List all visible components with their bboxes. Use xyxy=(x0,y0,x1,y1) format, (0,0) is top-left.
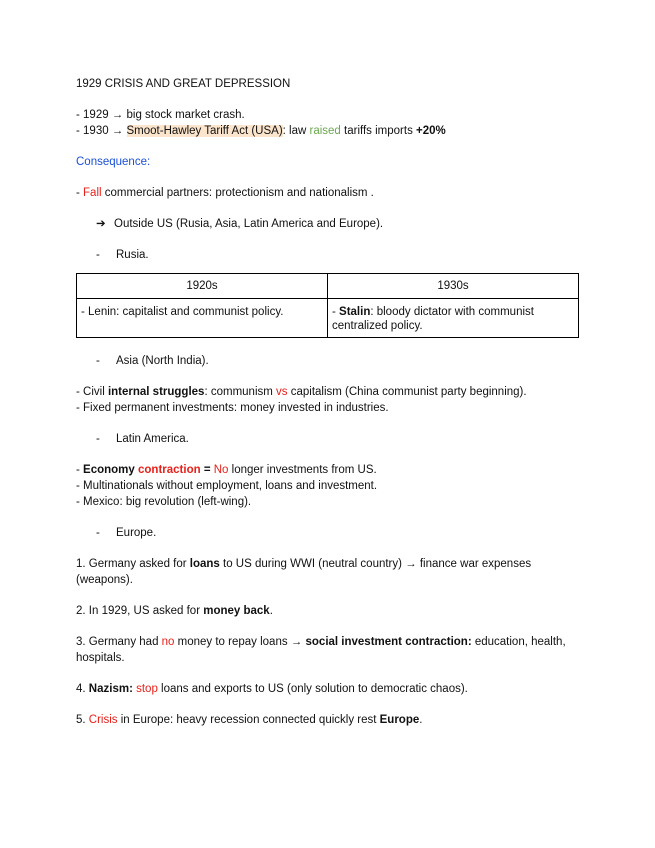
intro-line-1: - 1929 → big stock market crash. xyxy=(76,109,245,121)
stalin-bold: Stalin xyxy=(339,306,371,318)
document-body xyxy=(76,76,581,728)
economy-equals: = xyxy=(200,464,214,476)
outside-line xyxy=(76,216,581,232)
table-header-1930s: 1930s xyxy=(328,274,579,299)
europe-line xyxy=(76,525,581,541)
asia-dash: - xyxy=(96,355,100,367)
p5-post: . xyxy=(419,714,423,726)
economy-line xyxy=(76,462,581,478)
consequence-colon: : xyxy=(146,156,151,168)
intro-l2-mid: : law xyxy=(282,125,310,137)
rusia-dash: - xyxy=(96,249,100,261)
contraction-word: contraction xyxy=(138,464,201,476)
p2-bold: money back xyxy=(203,605,270,617)
latin-text: Latin America. xyxy=(116,433,189,445)
table-header-row xyxy=(77,274,579,299)
point-2 xyxy=(76,603,581,619)
page-title: 1929 CRISIS AND GREAT DEPRESSION xyxy=(76,78,291,90)
p1-bold: loans xyxy=(189,558,220,570)
civil-bold: internal struggles xyxy=(107,386,205,398)
point-3 xyxy=(76,634,581,666)
fall-dash: - xyxy=(76,187,84,199)
consequence-heading xyxy=(76,154,581,170)
asia-line xyxy=(76,353,581,369)
economy-bold: Economy xyxy=(83,464,138,476)
p5-pre: 5. xyxy=(76,714,89,726)
p1-post: to US during WWI (neutral country) → finance war expenses (weapons). xyxy=(76,558,532,586)
no-word: No xyxy=(213,464,229,476)
table-header-1920s: 1920s xyxy=(77,274,328,299)
civil-line xyxy=(76,384,581,400)
p2-pre: 2. In 1929, US asked for xyxy=(76,605,204,617)
asia-text: Asia (North India). xyxy=(116,355,209,367)
consequence-label: Consequence xyxy=(76,156,147,168)
europe-dash: - xyxy=(96,527,100,539)
p5-mid: in Europe: heavy recession connected quickly rest xyxy=(117,714,380,726)
multinationals-line: - Multinationals without employment, loans and investment. xyxy=(76,480,378,492)
p4-pre: 4. xyxy=(76,683,89,695)
rusia-table xyxy=(76,273,579,338)
latin-line xyxy=(76,431,581,447)
table-cell-lenin: - Lenin: capitalist and communist policy. xyxy=(77,299,328,338)
civil-post: capitalism (China communist party beginning). xyxy=(287,386,527,398)
civil-pre: - Civil xyxy=(76,386,108,398)
point-4 xyxy=(76,681,581,697)
outside-text: Outside US (Rusia, Asia, Latin America and Europe). xyxy=(114,218,384,230)
economy-pre: - xyxy=(76,464,84,476)
mexico-line: - Mexico: big revolution (left-wing). xyxy=(76,496,252,508)
tariff-act-highlight: Smoot-Hawley Tariff Act (USA) xyxy=(126,125,283,137)
p3-pre: 3. Germany had xyxy=(76,636,162,648)
p3-mid: money to repay loans → xyxy=(174,636,306,648)
civil-mid: : communism xyxy=(204,386,277,398)
stalin-post: : bloody dictator with communist centralized policy. xyxy=(332,306,534,332)
point-1 xyxy=(76,556,581,588)
table-row xyxy=(77,299,579,338)
p4-bold: Nazism: xyxy=(88,683,133,695)
stalin-pre: - xyxy=(332,306,340,318)
intro-l2-pre: - 1930 → xyxy=(76,125,127,137)
p1-pre: 1. Germany asked for xyxy=(76,558,190,570)
p2-post: . xyxy=(269,605,273,617)
p5-bold: Europe xyxy=(379,714,420,726)
percent-bold: +20% xyxy=(416,125,446,137)
fall-rest: commercial partners: protectionism and nationalism . xyxy=(101,187,374,199)
p4-post: loans and exports to US (only solution to democratic chaos). xyxy=(157,683,468,695)
intro-line-2 xyxy=(76,123,581,139)
intro-l2-post: tariffs imports xyxy=(340,125,417,137)
p3-post: education, health, hospitals. xyxy=(76,636,566,664)
economy-post: longer investments from US. xyxy=(228,464,377,476)
table-cell-stalin xyxy=(328,299,579,338)
raised-word: raised xyxy=(309,125,341,137)
europe-text: Europe. xyxy=(116,527,157,539)
latin-dash: - xyxy=(96,433,100,445)
p5-crisis-word: Crisis xyxy=(88,714,118,726)
rusia-line xyxy=(76,247,581,263)
p4-stop-word: stop xyxy=(136,683,158,695)
p3-bold: social investment contraction: xyxy=(305,636,472,648)
fall-line xyxy=(76,185,581,201)
vs-word: vs xyxy=(276,386,288,398)
p3-no-word: no xyxy=(161,636,175,648)
fall-word: Fall xyxy=(83,187,102,199)
rusia-text: Rusia. xyxy=(116,249,149,261)
point-5 xyxy=(76,712,581,728)
fixed-line: - Fixed permanent investments: money invested in industries. xyxy=(76,402,389,414)
arrow-bullet-icon: ➔ xyxy=(96,218,106,230)
